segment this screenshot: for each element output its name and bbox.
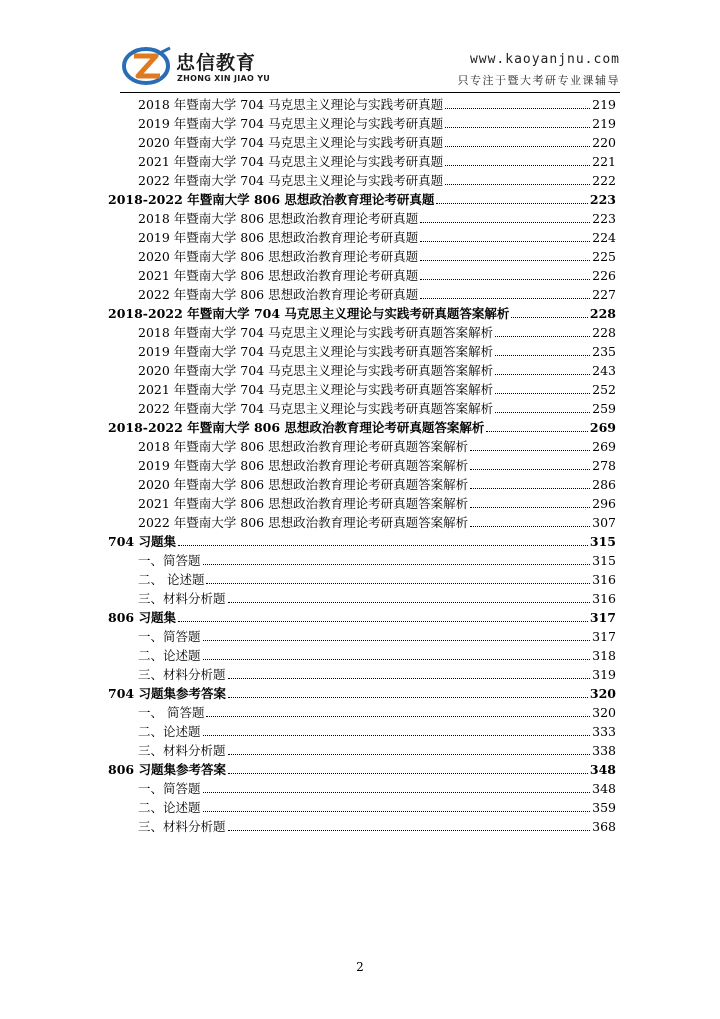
toc-section-entry[interactable] — [108, 627, 616, 646]
toc-entry-title: 2018-2022 年暨南大学 704 马克思主义理论与实践考研真题答案解析 — [108, 306, 510, 321]
dot-leader — [436, 203, 587, 204]
dot-leader — [203, 659, 591, 660]
dot-leader — [445, 127, 590, 128]
dot-leader — [206, 716, 590, 717]
toc-section-entry[interactable] — [108, 380, 616, 399]
toc-section-entry[interactable] — [108, 228, 616, 247]
toc-entry-page: 320 — [589, 686, 616, 701]
toc-section-entry[interactable] — [108, 798, 616, 817]
toc-entry-title: 一、简答题 — [138, 629, 201, 644]
dot-leader — [470, 488, 590, 489]
toc-entry-page: 223 — [589, 192, 616, 207]
dot-leader — [203, 640, 591, 641]
toc-entry-page: 259 — [592, 401, 616, 416]
toc-entry-page: 235 — [592, 344, 616, 359]
toc-entry-title: 2021 年暨南大学 806 思想政治教育理论考研真题答案解析 — [138, 496, 469, 511]
dot-leader — [228, 773, 588, 774]
page-header — [120, 42, 620, 92]
dot-leader — [470, 469, 590, 470]
dot-leader — [470, 507, 590, 508]
toc-section-entry[interactable] — [108, 133, 616, 152]
toc-entry-page: 338 — [592, 743, 616, 758]
toc-entry-title: 二、论述题 — [138, 724, 201, 739]
dot-leader — [203, 564, 591, 565]
toc-entry-page: 316 — [592, 591, 616, 606]
dot-leader — [511, 317, 587, 318]
toc-entry-title: 2020 年暨南大学 704 马克思主义理论与实践考研真题 — [138, 135, 444, 150]
brand-name: 忠信教育 — [176, 52, 257, 74]
toc-entry-title: 2020 年暨南大学 704 马克思主义理论与实践考研真题答案解析 — [138, 363, 494, 378]
toc-chapter-entry[interactable] — [108, 418, 616, 437]
toc-entry-page: 221 — [592, 154, 616, 169]
toc-entry-page: 278 — [592, 458, 616, 473]
dot-leader — [420, 279, 590, 280]
toc-entry-page: 220 — [592, 135, 616, 150]
toc-entry-page: 333 — [592, 724, 616, 739]
toc-section-entry[interactable] — [108, 342, 616, 361]
dot-leader — [420, 260, 590, 261]
toc-entry-title: 2022 年暨南大学 806 思想政治教育理论考研真题 — [138, 287, 419, 302]
toc-entry-title: 806 习题集 — [108, 610, 176, 625]
toc-section-entry[interactable] — [108, 551, 616, 570]
toc-entry-page: 227 — [592, 287, 616, 302]
dot-leader — [420, 298, 590, 299]
dot-leader — [203, 792, 591, 793]
toc-entry-page: 224 — [592, 230, 616, 245]
toc-section-entry[interactable] — [108, 171, 616, 190]
header-slogan: 只专注于暨大考研专业课辅导 — [457, 74, 620, 87]
toc-section-entry[interactable] — [108, 95, 616, 114]
toc-entry-title: 704 习题集参考答案 — [108, 686, 226, 701]
toc-section-entry[interactable] — [108, 475, 616, 494]
toc-entry-page: 317 — [589, 610, 616, 625]
toc-section-entry[interactable] — [108, 266, 616, 285]
toc-entry-title: 二、 论述题 — [138, 572, 205, 587]
toc-entry-page: 228 — [589, 306, 616, 321]
toc-section-entry[interactable] — [108, 779, 616, 798]
toc-entry-title: 2019 年暨南大学 704 马克思主义理论与实践考研真题 — [138, 116, 444, 131]
dot-leader — [178, 621, 588, 622]
toc-section-entry[interactable] — [108, 361, 616, 380]
toc-entry-title: 2020 年暨南大学 806 思想政治教育理论考研真题 — [138, 249, 419, 264]
toc-chapter-entry[interactable] — [108, 684, 616, 703]
toc-entry-title: 一、 简答题 — [138, 705, 205, 720]
dot-leader — [486, 431, 587, 432]
toc-entry-title: 2018 年暨南大学 704 马克思主义理论与实践考研真题答案解析 — [138, 325, 494, 340]
brand-logo-icon — [120, 44, 176, 88]
toc-entry-page: 318 — [592, 648, 616, 663]
toc-section-entry[interactable] — [108, 437, 616, 456]
toc-entry-page: 348 — [589, 762, 616, 777]
dot-leader — [203, 811, 591, 812]
dot-leader — [228, 830, 591, 831]
toc-entry-title: 二、论述题 — [138, 648, 201, 663]
toc-entry-title: 806 习题集参考答案 — [108, 762, 226, 777]
toc-section-entry[interactable] — [108, 247, 616, 266]
toc-entry-title: 2018 年暨南大学 806 思想政治教育理论考研真题 — [138, 211, 419, 226]
toc-entry-page: 225 — [592, 249, 616, 264]
toc-entry-title: 一、简答题 — [138, 553, 201, 568]
dot-leader — [495, 393, 590, 394]
dot-leader — [495, 374, 590, 375]
toc-entry-page: 317 — [592, 629, 616, 644]
dot-leader — [445, 165, 590, 166]
toc-entry-title: 二、论述题 — [138, 800, 201, 815]
toc-entry-title: 2018-2022 年暨南大学 806 思想政治教育理论考研真题答案解析 — [108, 420, 485, 435]
toc-entry-title: 三、材料分析题 — [138, 743, 226, 758]
toc-chapter-entry[interactable] — [108, 608, 616, 627]
toc-entry-page: 368 — [592, 819, 616, 834]
toc-entry-title: 704 习题集 — [108, 534, 176, 549]
toc-section-entry[interactable] — [108, 323, 616, 342]
toc-entry-page: 243 — [592, 363, 616, 378]
toc-entry-title: 三、材料分析题 — [138, 667, 226, 682]
toc-entry-page: 348 — [592, 781, 616, 796]
table-of-contents — [108, 95, 616, 836]
toc-section-entry[interactable] — [108, 209, 616, 228]
toc-section-entry[interactable] — [108, 285, 616, 304]
toc-section-entry[interactable] — [108, 741, 616, 760]
toc-entry-page: 359 — [592, 800, 616, 815]
toc-entry-title: 一、简答题 — [138, 781, 201, 796]
toc-entry-page: 286 — [592, 477, 616, 492]
toc-chapter-entry[interactable] — [108, 304, 616, 323]
dot-leader — [495, 355, 590, 356]
toc-section-entry[interactable] — [108, 589, 616, 608]
toc-entry-title: 2018 年暨南大学 806 思想政治教育理论考研真题答案解析 — [138, 439, 469, 454]
toc-entry-title: 三、材料分析题 — [138, 591, 226, 606]
toc-entry-page: 226 — [592, 268, 616, 283]
toc-entry-page: 316 — [592, 572, 616, 587]
dot-leader — [228, 602, 591, 603]
toc-section-entry[interactable] — [108, 722, 616, 741]
dot-leader — [206, 583, 590, 584]
dot-leader — [420, 241, 590, 242]
toc-entry-title: 2019 年暨南大学 806 思想政治教育理论考研真题答案解析 — [138, 458, 469, 473]
toc-section-entry[interactable] — [108, 114, 616, 133]
toc-section-entry[interactable] — [108, 646, 616, 665]
toc-section-entry[interactable] — [108, 152, 616, 171]
website-url: www.kaoyanjnu.com — [469, 52, 620, 67]
toc-section-entry[interactable] — [108, 817, 616, 836]
toc-entry-title: 三、材料分析题 — [138, 819, 226, 834]
toc-entry-title: 2021 年暨南大学 806 思想政治教育理论考研真题 — [138, 268, 419, 283]
dot-leader — [228, 697, 588, 698]
toc-entry-page: 315 — [592, 553, 616, 568]
toc-section-entry[interactable] — [108, 494, 616, 513]
toc-entry-title: 2022 年暨南大学 806 思想政治教育理论考研真题答案解析 — [138, 515, 469, 530]
toc-entry-page: 252 — [592, 382, 616, 397]
toc-entry-page: 315 — [589, 534, 616, 549]
toc-section-entry[interactable] — [108, 665, 616, 684]
toc-entry-title: 2022 年暨南大学 704 马克思主义理论与实践考研真题答案解析 — [138, 401, 494, 416]
toc-chapter-entry[interactable] — [108, 532, 616, 551]
header-divider — [120, 92, 620, 93]
toc-entry-title: 2021 年暨南大学 704 马克思主义理论与实践考研真题 — [138, 154, 444, 169]
dot-leader — [495, 412, 590, 413]
toc-entry-title: 2019 年暨南大学 806 思想政治教育理论考研真题 — [138, 230, 419, 245]
toc-section-entry[interactable] — [108, 456, 616, 475]
toc-entry-page: 219 — [592, 97, 616, 112]
toc-entry-title: 2020 年暨南大学 806 思想政治教育理论考研真题答案解析 — [138, 477, 469, 492]
toc-entry-page: 269 — [589, 420, 616, 435]
toc-section-entry[interactable] — [108, 513, 616, 532]
toc-section-entry[interactable] — [108, 570, 616, 589]
toc-entry-page: 223 — [592, 211, 616, 226]
toc-section-entry[interactable] — [108, 399, 616, 418]
dot-leader — [420, 222, 590, 223]
toc-entry-title: 2022 年暨南大学 704 马克思主义理论与实践考研真题 — [138, 173, 444, 188]
toc-entry-page: 228 — [592, 325, 616, 340]
toc-entry-page: 320 — [592, 705, 616, 720]
toc-chapter-entry[interactable] — [108, 190, 616, 209]
toc-entry-page: 296 — [592, 496, 616, 511]
toc-entry-page: 219 — [592, 116, 616, 131]
toc-entry-title: 2018-2022 年暨南大学 806 思想政治教育理论考研真题 — [108, 192, 435, 207]
toc-entry-title: 2021 年暨南大学 704 马克思主义理论与实践考研真题答案解析 — [138, 382, 494, 397]
toc-entry-page: 222 — [592, 173, 616, 188]
toc-entry-page: 319 — [592, 667, 616, 682]
toc-entry-title: 2019 年暨南大学 704 马克思主义理论与实践考研真题答案解析 — [138, 344, 494, 359]
dot-leader — [203, 735, 591, 736]
toc-section-entry[interactable] — [108, 703, 616, 722]
toc-entry-page: 269 — [592, 439, 616, 454]
dot-leader — [495, 336, 590, 337]
dot-leader — [445, 108, 590, 109]
dot-leader — [445, 184, 590, 185]
page-number: 2 — [356, 960, 364, 974]
brand-name-pinyin: ZHONG XIN JIAO YU — [177, 74, 271, 83]
dot-leader — [470, 450, 590, 451]
toc-chapter-entry[interactable] — [108, 760, 616, 779]
dot-leader — [470, 526, 590, 527]
toc-entry-title: 2018 年暨南大学 704 马克思主义理论与实践考研真题 — [138, 97, 444, 112]
dot-leader — [228, 678, 591, 679]
toc-entry-page: 307 — [592, 515, 616, 530]
dot-leader — [445, 146, 590, 147]
dot-leader — [228, 754, 591, 755]
dot-leader — [178, 545, 588, 546]
